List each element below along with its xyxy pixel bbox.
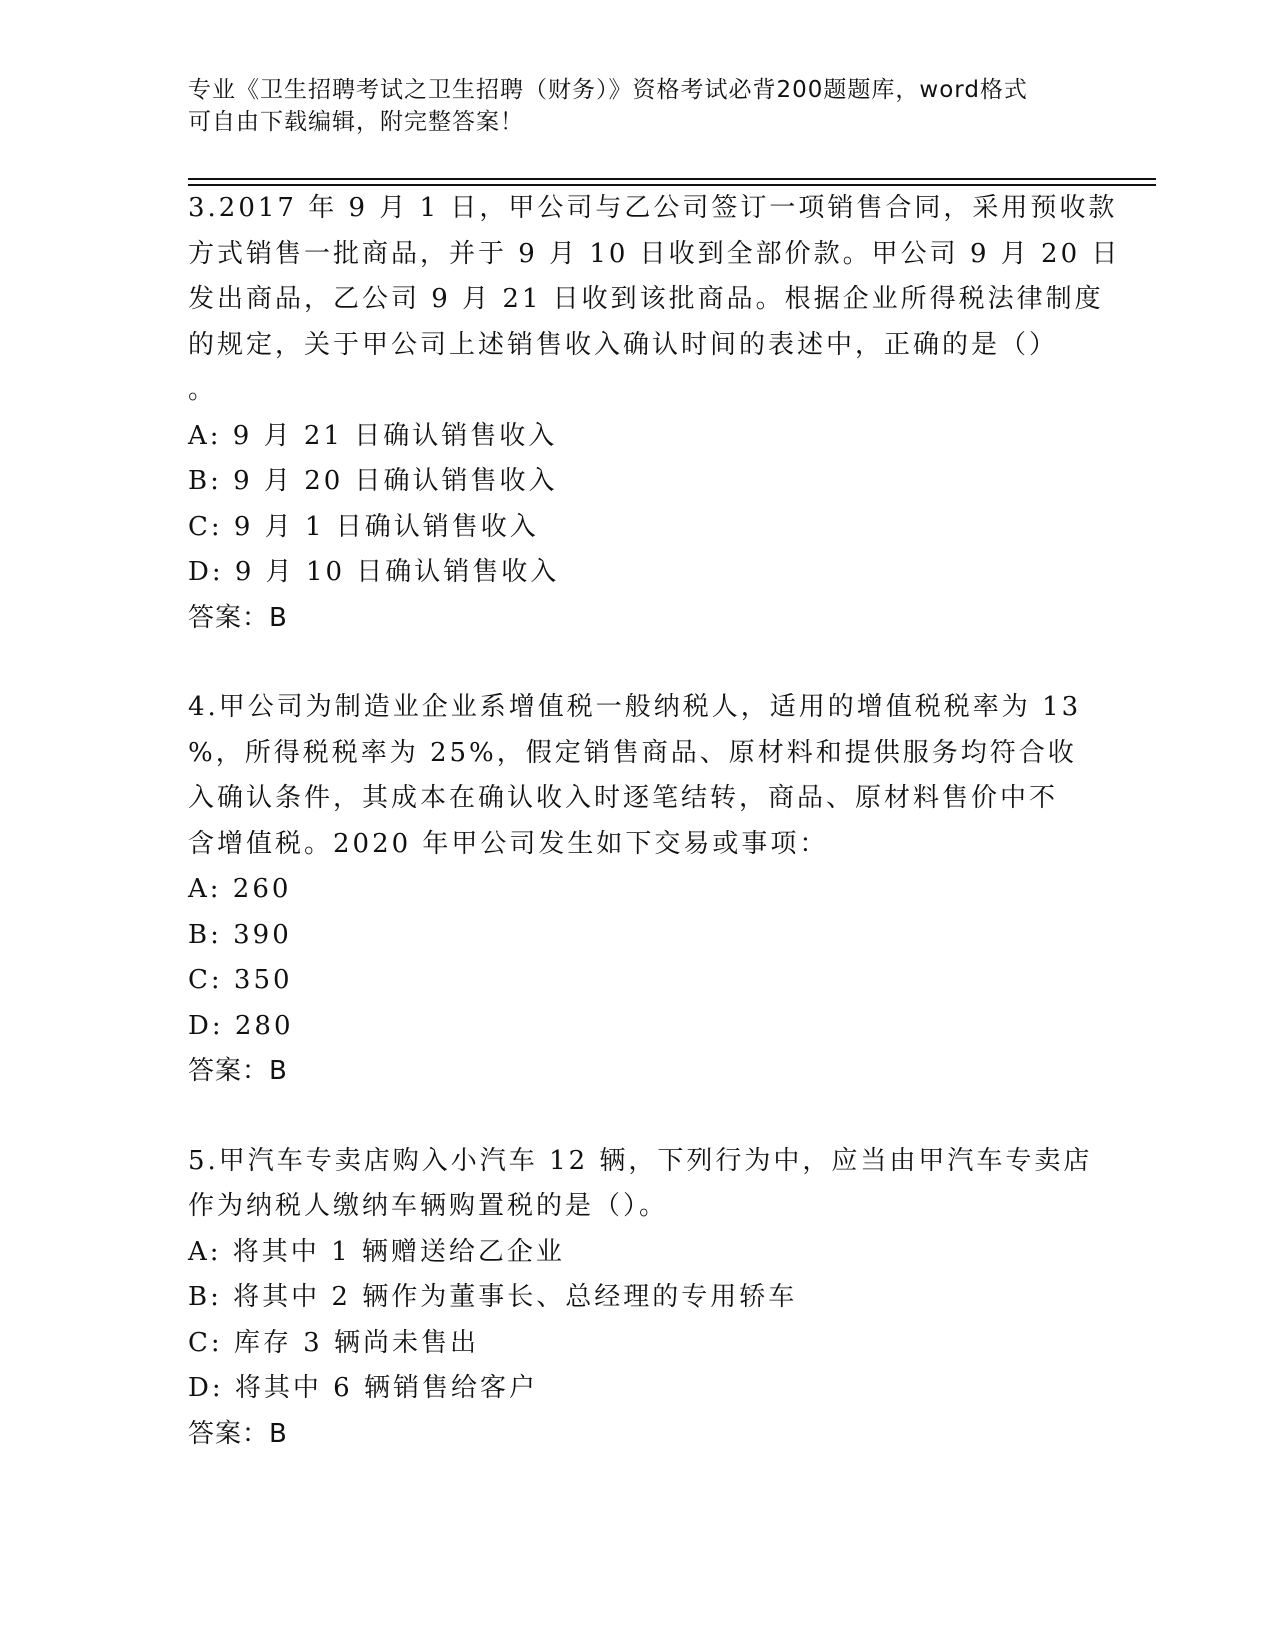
question-text-line: 的规定，关于甲公司上述销售收入确认时间的表述中，正确的是（） [188, 329, 1059, 360]
question-4 [188, 685, 1088, 1095]
option-c: C: 库存 3 辆尚未售出 [188, 1327, 479, 1358]
question-spacer [188, 1095, 1088, 1139]
question-3 [188, 186, 1121, 641]
question-text-line: 含增值税。2020 年甲公司发生如下交易或事项： [188, 828, 829, 859]
header-line-2: 可自由下载编辑，附完整答案！ [188, 109, 524, 135]
option-a: A: 260 [188, 874, 292, 904]
question-text-line: 5.甲汽车专卖店购入小汽车 12 辆，下列行为中，应当由甲汽车专卖店 [188, 1145, 1093, 1176]
question-text-line: 4.甲公司为制造业企业系增值税一般纳税人，适用的增值税税率为 13 [188, 692, 1082, 722]
question-text-line: 3.2017 年 9 月 1 日，甲公司与乙公司签订一项销售合同，采用预收款 [188, 193, 1118, 223]
option-b: B: 将其中 2 辆作为董事长、总经理的专用轿车 [188, 1282, 798, 1312]
header-line-1: 专业《卫生招聘考试之卫生招聘（财务）》资格考试必背200题题库，word格式 [188, 77, 1028, 103]
question-text-line: %，所得税税率为 25%，假定销售商品、原材料和提供服务均符合收 [188, 737, 1077, 768]
option-d: D: 280 [188, 1010, 294, 1041]
option-c: C: 350 [188, 965, 293, 995]
option-b: B: 390 [188, 919, 292, 950]
answer-line: 答案：B [188, 1056, 288, 1086]
question-5 [188, 1139, 1093, 1458]
question-spacer [188, 641, 1088, 685]
question-text-line: 作为纳税人缴纳车辆购置税的是（）。 [188, 1191, 669, 1221]
page-header [188, 74, 1088, 138]
question-text-line: 入确认条件，其成本在确认收入时逐笔结转，商品、原材料售价中不 [188, 783, 1059, 813]
header-divider-top [188, 178, 1156, 180]
question-list [188, 186, 1121, 1457]
answer-line: 答案：B [188, 1418, 288, 1449]
answer-line: 答案：B [188, 602, 288, 633]
option-a: A: 9 月 21 日确认销售收入 [188, 420, 558, 451]
option-a: A: 将其中 1 辆赠送给乙企业 [188, 1236, 565, 1267]
question-text-line: 发出商品，乙公司 9 月 21 日收到该批商品。根据企业所得税法律制度 [188, 284, 1104, 314]
option-c: C: 9 月 1 日确认销售收入 [188, 511, 539, 542]
option-d: D: 将其中 6 辆销售给客户 [188, 1373, 538, 1403]
question-text-line: 方式销售一批商品，并于 9 月 10 日收到全部价款。甲公司 9 月 20 日 [188, 238, 1121, 269]
option-b: B: 9 月 20 日确认销售收入 [188, 466, 558, 496]
question-text-line: 。 [188, 375, 218, 405]
option-d: D: 9 月 10 日确认销售收入 [188, 557, 560, 587]
